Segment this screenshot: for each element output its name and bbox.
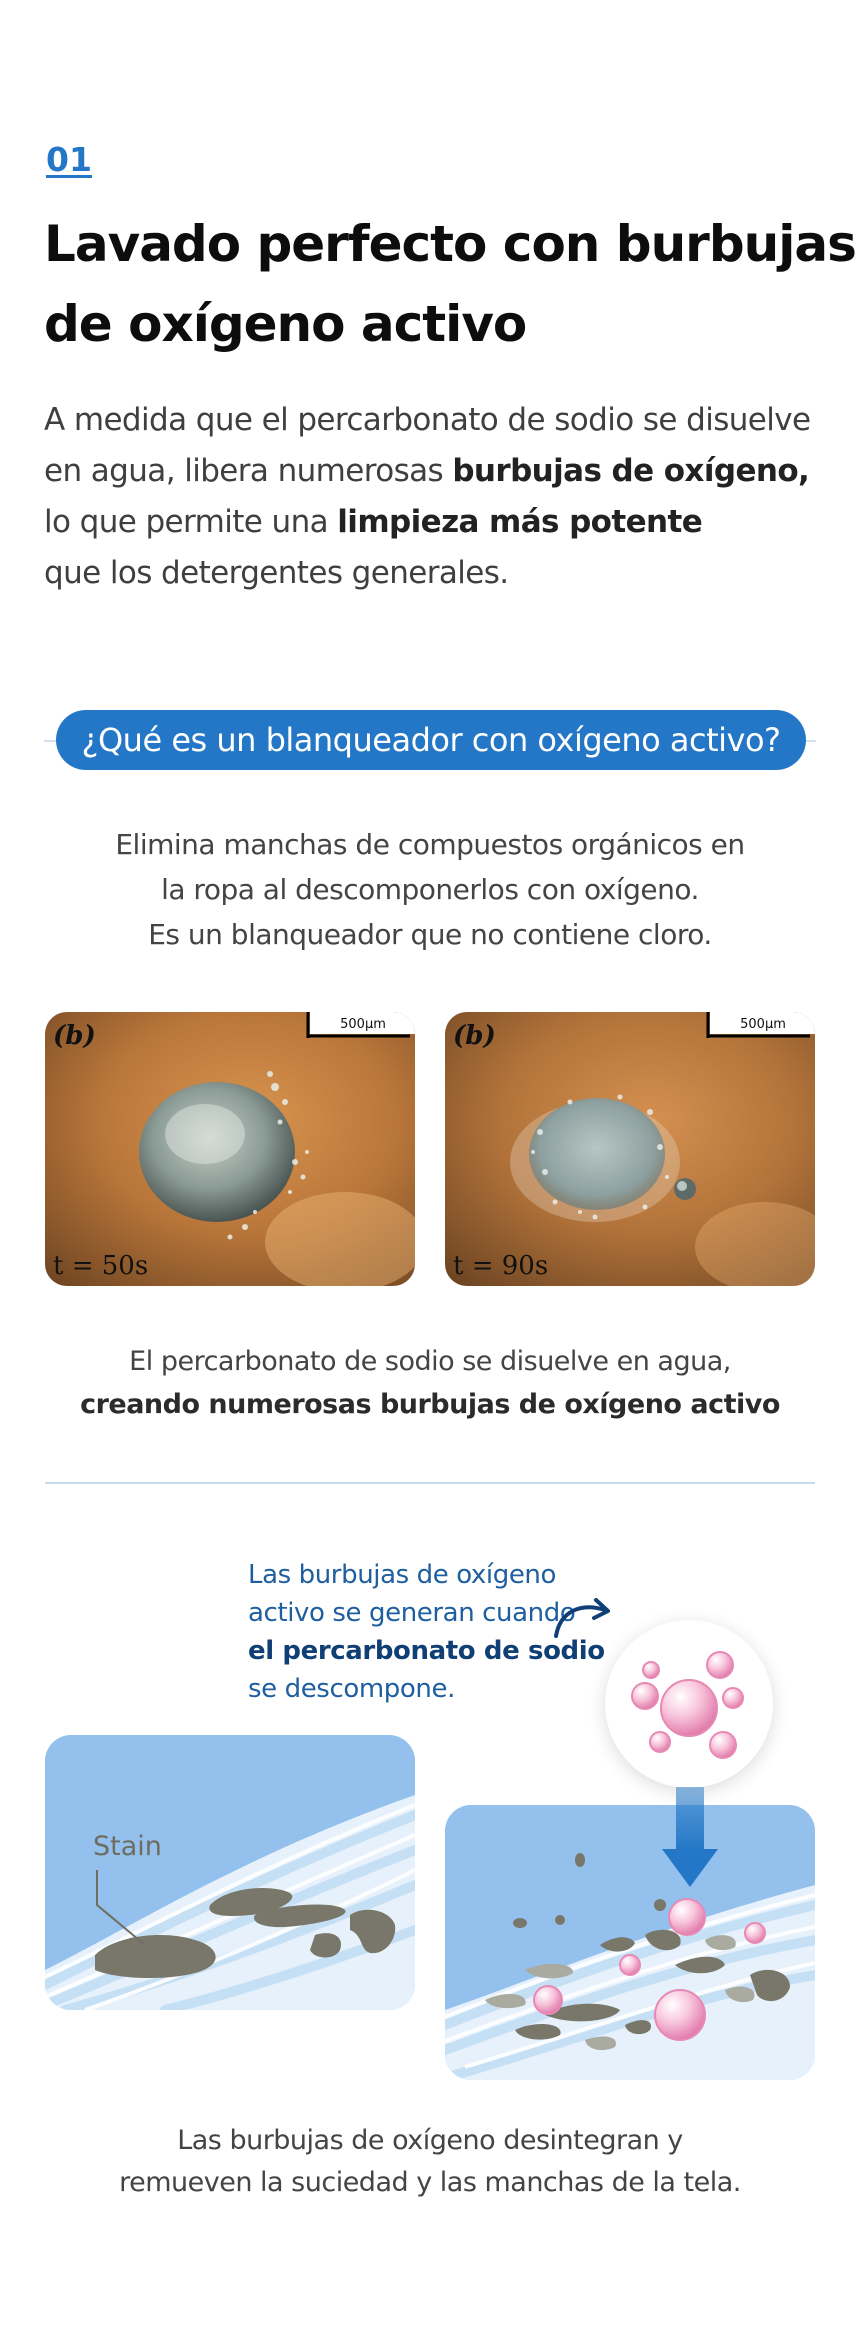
- intro-line: [44, 497, 834, 548]
- intro-line: A medida que el percarbonato de sodio se disuelve: [44, 402, 811, 438]
- page-title-line-1: [44, 215, 856, 273]
- note-line: Las burbujas de oxígeno: [248, 1560, 557, 1590]
- intro-emphasis: burbujas de oxígeno,: [452, 453, 810, 489]
- intro-line: que los detergentes generales.: [44, 555, 509, 591]
- caption-line: Las burbujas de oxígeno desintegran y: [177, 2125, 683, 2156]
- down-arrow-icon: [660, 1787, 720, 1892]
- intro-text: lo que permite una: [44, 504, 338, 540]
- result-caption: [0, 2120, 860, 2204]
- fabric-bubbles-illustration: [445, 1805, 815, 2080]
- section-divider: [45, 1482, 815, 1484]
- intro-emphasis: limpieza más potente: [337, 504, 703, 540]
- section-number: 01: [46, 140, 92, 179]
- scale-label: 500µm: [740, 1017, 786, 1032]
- page-title-line-2: [44, 295, 526, 353]
- note-emphasis: el percarbonato de sodio: [248, 1636, 605, 1666]
- caption-line: El percarbonato de sodio se disuelve en agua,: [129, 1346, 731, 1377]
- question-pill: ¿Qué es un blanqueador con oxígeno activo?: [56, 710, 806, 770]
- fabric-stain-illustration: [45, 1735, 415, 2010]
- microscope-photo-50s: [45, 1012, 415, 1286]
- title-text: Lavado perfecto con burbujas: [44, 215, 856, 273]
- stain-label: Stain: [93, 1831, 162, 1862]
- panel-label: (b): [453, 1021, 496, 1051]
- panel-label: (b): [53, 1021, 96, 1051]
- intro-paragraph: [44, 395, 834, 599]
- note-line: se descompone.: [248, 1674, 455, 1704]
- title-text: de oxígeno activo: [44, 295, 527, 353]
- bubbles-icon-circle: [605, 1620, 773, 1788]
- caption-line: remueven la suciedad y las manchas de la tela.: [119, 2167, 741, 2198]
- definition-line: Elimina manchas de compuestos orgánicos en: [115, 828, 745, 861]
- microscope-photo-90s: [445, 1012, 815, 1286]
- definition-text: [0, 822, 860, 957]
- scale-label: 500µm: [340, 1017, 386, 1032]
- note-line: activo se generan cuando: [248, 1598, 576, 1628]
- intro-line: [44, 446, 834, 497]
- time-label: t = 90s: [453, 1251, 549, 1281]
- definition-line: la ropa al descomponerlos con oxígeno.: [161, 873, 699, 906]
- caption-emphasis: creando numerosas burbujas de oxígeno activo: [80, 1389, 780, 1420]
- bubbles-icon: [605, 1620, 773, 1788]
- time-label: t = 50s: [53, 1251, 149, 1281]
- caption-line: [0, 1383, 860, 1426]
- intro-text: en agua, libera numerosas: [44, 453, 453, 489]
- definition-line: Es un blanqueador que no contiene cloro.: [148, 918, 712, 951]
- dissolve-caption: [0, 1340, 860, 1426]
